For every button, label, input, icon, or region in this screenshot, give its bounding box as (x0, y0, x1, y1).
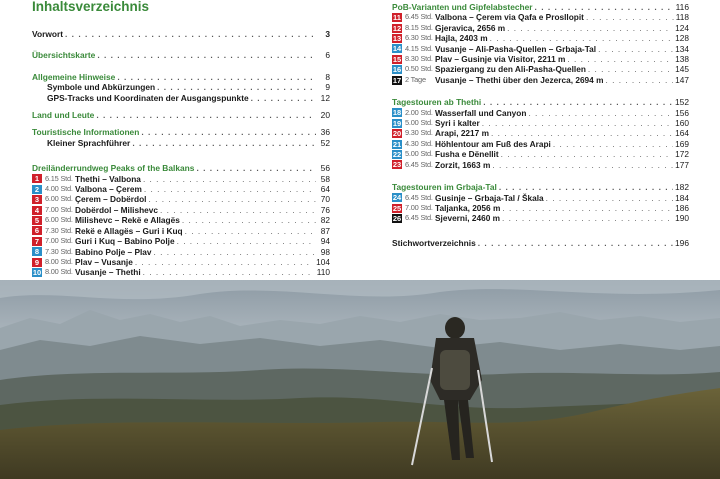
landscape-illustration (0, 280, 720, 479)
tour-row[interactable] (392, 44, 689, 54)
toc-section-peaks-of-the-balkans[interactable] (32, 163, 330, 173)
tour-duration: 6.30 Std. (405, 33, 433, 43)
entry-page: 20 (320, 110, 330, 121)
toc-entry-symbole[interactable] (32, 82, 330, 92)
tour-duration: 4.30 Std. (405, 138, 433, 148)
page-title: Inhaltsverzeichnis (32, 0, 150, 14)
tour-duration: 4.15 Std. (405, 43, 433, 53)
entry-page: 36 (320, 127, 330, 138)
tour-number: 10 (32, 268, 42, 278)
tour-number: 5 (32, 216, 42, 225)
tour-page: 70 (320, 194, 330, 205)
tour-number: 6 (32, 226, 42, 235)
toc-section-pob-varianten[interactable] (392, 2, 689, 12)
tour-name: Vusanje – Thethi (75, 267, 141, 278)
tour-name: Gjeravica, 2656 m (435, 22, 506, 33)
tour-number: 3 (32, 195, 42, 204)
tour-page: 64 (320, 184, 330, 195)
entry-label: Vorwort (32, 29, 64, 39)
tour-page: 164 (675, 128, 689, 139)
tour-name: Dobërdol – Milishevc (75, 204, 158, 215)
tour-number: 1 (32, 174, 42, 183)
tour-row[interactable] (392, 149, 689, 159)
toc-entry-stichwortverzeichnis[interactable] (392, 238, 689, 248)
tour-duration: 7.30 Std. (45, 225, 73, 235)
tour-duration: 0.50 Std. (405, 64, 433, 74)
toc-entry-uebersichtskarte[interactable] (32, 50, 330, 60)
tour-row[interactable] (392, 54, 689, 64)
tour-number: 13 (392, 33, 402, 43)
tour-name: Valbona – Çerem via Qafa e Prosllopit (435, 12, 584, 23)
tour-page: 147 (675, 74, 689, 85)
tour-number: 21 (392, 139, 402, 149)
tour-row[interactable] (392, 193, 689, 203)
section-page: 56 (320, 163, 330, 174)
entry-label: Land und Leute (32, 110, 95, 121)
tour-number: 7 (32, 237, 42, 246)
tour-page: 124 (675, 22, 689, 33)
tour-page: 172 (675, 149, 689, 160)
mountain-hiker-photo (0, 280, 720, 479)
entry-label: Symbole und Abkürzungen (47, 82, 156, 93)
toc-entry-land-und-leute[interactable] (32, 110, 330, 120)
entry-page: 6 (325, 50, 330, 61)
tour-duration: 6.45 Std. (405, 12, 433, 22)
tour-row[interactable] (32, 184, 330, 194)
tour-number: 16 (392, 65, 402, 75)
tour-name: Höhlentour am Fuß des Arapi (435, 138, 551, 149)
toc-entry-sprachfuehrer[interactable] (32, 138, 330, 148)
tour-duration: 9.30 Std. (405, 128, 433, 138)
tour-number: 9 (32, 258, 42, 267)
tour-number: 18 (392, 108, 402, 118)
tour-number: 14 (392, 44, 402, 54)
tour-name: Fusha e Dënellit (435, 149, 499, 160)
tour-page: 145 (675, 64, 689, 75)
tour-number: 4 (32, 206, 42, 215)
tour-name: Milishevc – Rekë e Allagës (75, 215, 180, 226)
section-label: Dreiländerrundweg Peaks of the Balkans (32, 163, 195, 174)
toc-left-column (32, 0, 330, 278)
tour-row[interactable] (392, 33, 689, 43)
tour-number: 24 (392, 193, 402, 203)
tour-row[interactable] (32, 174, 330, 184)
tour-name: Sjeverni, 2460 m (435, 213, 501, 224)
tour-number: 20 (392, 129, 402, 139)
tour-duration: 2 Tage (405, 74, 426, 84)
tour-page: 94 (320, 236, 330, 247)
tour-page: 190 (675, 213, 689, 224)
tour-duration: 8.00 Std. (45, 256, 73, 266)
entry-page: 196 (675, 237, 689, 248)
tour-name: Vusanje – Thethi über den Jezerca, 2694 m (435, 74, 604, 85)
tour-name: Vusanje – Ali-Pasha-Quellen – Grbaja-Tal (435, 43, 597, 54)
toc-entry-allgemeine-hinweise[interactable] (32, 72, 330, 82)
tour-number: 8 (32, 247, 42, 256)
tour-row[interactable] (32, 267, 330, 277)
toc-entry-vorwort[interactable] (32, 29, 330, 39)
tour-name: Spaziergang zu den Ali-Pasha-Quellen (435, 64, 586, 75)
tour-row[interactable] (32, 205, 330, 215)
tour-page: 118 (675, 12, 689, 23)
section-page: 152 (675, 97, 689, 108)
tour-name: Wasserfall und Canyon (435, 107, 527, 118)
tour-page: 110 (316, 267, 330, 278)
tour-row[interactable] (392, 203, 689, 213)
tour-row[interactable] (392, 108, 689, 118)
tour-name: Thethi – Valbona (75, 173, 141, 184)
tour-page: 184 (675, 192, 689, 203)
toc-section-tagestouren-thethi[interactable] (392, 97, 689, 107)
tour-name: Syri i kalter (435, 118, 480, 129)
tour-page: 104 (316, 256, 330, 267)
tour-page: 87 (320, 225, 330, 236)
tour-page: 156 (675, 107, 689, 118)
tour-row[interactable] (32, 247, 330, 257)
tour-name: Çerem – Dobërdol (75, 194, 147, 205)
tour-duration: 6.00 Std. (45, 194, 73, 204)
entry-label: Übersichtskarte (32, 50, 96, 61)
tour-duration: 7.00 Std. (405, 202, 433, 212)
tour-duration: 7.00 Std. (45, 236, 73, 246)
tour-row[interactable] (392, 128, 689, 138)
tour-duration: 8.30 Std. (405, 54, 433, 64)
toc-right-column (392, 0, 689, 248)
tour-duration: 6.00 Std. (45, 215, 73, 225)
entry-label: Allgemeine Hinweise (32, 71, 116, 82)
tour-name: Hajla, 2403 m (435, 33, 488, 44)
tour-page: 160 (675, 118, 689, 129)
entry-page: 8 (325, 71, 330, 82)
tour-name: Taljanka, 2056 m (435, 202, 501, 213)
tour-row[interactable] (392, 118, 689, 128)
tour-page: 98 (320, 246, 330, 257)
tour-page: 58 (320, 173, 330, 184)
tour-page: 138 (675, 54, 689, 65)
tour-row[interactable] (392, 12, 689, 22)
tour-duration: 7.30 Std. (45, 246, 73, 256)
tour-duration: 5.00 Std. (405, 149, 433, 159)
tour-row[interactable] (392, 139, 689, 149)
tour-duration: 6.15 Std. (45, 173, 73, 183)
tour-duration: 6.45 Std. (405, 192, 433, 202)
tour-duration: 2.00 Std. (405, 107, 433, 117)
tour-name: Zorzit, 1663 m (435, 159, 491, 170)
toc-section-tagestouren-grbaja[interactable] (392, 182, 689, 192)
entry-page: 52 (320, 137, 330, 148)
entry-label: Touristische Informationen (32, 127, 140, 138)
entry-page: 3 (325, 29, 330, 39)
tour-number: 23 (392, 160, 402, 170)
tour-duration: 4.00 Std. (45, 184, 73, 194)
tour-page: 76 (320, 204, 330, 215)
tour-row[interactable] (32, 194, 330, 204)
tour-page: 186 (675, 202, 689, 213)
section-label: Tagestouren ab Thethi (392, 97, 482, 108)
section-label: Tagestouren im Grbaja-Tal (392, 182, 497, 193)
tour-row[interactable] (392, 213, 689, 223)
tour-row[interactable] (32, 236, 330, 246)
entry-label: GPS-Tracks und Koordinaten der Ausgangspunkte (47, 92, 249, 103)
tour-name: Plav – Gusinje via Visitor, 2211 m (435, 54, 566, 65)
tour-number: 19 (392, 118, 402, 128)
tour-page: 169 (675, 138, 689, 149)
section-label: PoB-Varianten und Gipfelabstecher (392, 2, 533, 12)
tour-duration: 6.45 Std. (405, 159, 433, 169)
tour-row[interactable] (32, 257, 330, 267)
tour-row[interactable] (392, 23, 689, 33)
tour-name: Plav – Vusanje (75, 256, 133, 267)
entry-label: Kleiner Sprachführer (47, 137, 131, 148)
tour-duration: 5.00 Std. (405, 118, 433, 128)
entry-page: 9 (325, 82, 330, 93)
tour-row[interactable] (32, 215, 330, 225)
entry-label: Stichwortverzeichnis (392, 237, 476, 248)
tour-row[interactable] (392, 64, 689, 74)
section-page: 116 (675, 2, 689, 12)
tour-name: Valbona – Çerem (75, 184, 142, 195)
tour-name: Guri i Kuq – Babino Polje (75, 236, 175, 247)
tour-number: 17 (392, 75, 402, 85)
tour-page: 134 (675, 43, 689, 54)
tour-number: 2 (32, 185, 42, 194)
tour-number: 22 (392, 149, 402, 159)
tour-number: 11 (393, 13, 401, 23)
tour-duration: 8.15 Std. (405, 22, 433, 32)
section-page: 182 (675, 182, 689, 193)
tour-name: Arapi, 2217 m (435, 128, 489, 139)
tour-row[interactable] (392, 75, 689, 85)
tour-number: 26 (392, 214, 402, 224)
toc-entry-touristische-informationen[interactable] (32, 127, 330, 137)
tour-duration: 7.00 Std. (45, 204, 73, 214)
toc-entry-gps-tracks[interactable] (32, 93, 330, 103)
tour-number: 12 (392, 23, 402, 33)
tour-name: Rekë e Allagës – Guri i Kuq (75, 225, 183, 236)
tour-page: 177 (675, 159, 689, 170)
entry-page: 12 (320, 92, 330, 103)
tour-number: 25 (392, 203, 402, 213)
tour-number: 15 (392, 54, 402, 64)
tour-row[interactable] (32, 226, 330, 236)
tour-name: Gusinje – Grbaja-Tal / Škala (435, 192, 544, 203)
tour-duration: 8.00 Std. (45, 267, 73, 277)
tour-page: 128 (675, 33, 689, 44)
tour-duration: 6.45 Std. (405, 213, 433, 223)
tour-page: 82 (320, 215, 330, 226)
tour-name: Babino Polje – Plav (75, 246, 152, 257)
tour-row[interactable] (392, 160, 689, 170)
